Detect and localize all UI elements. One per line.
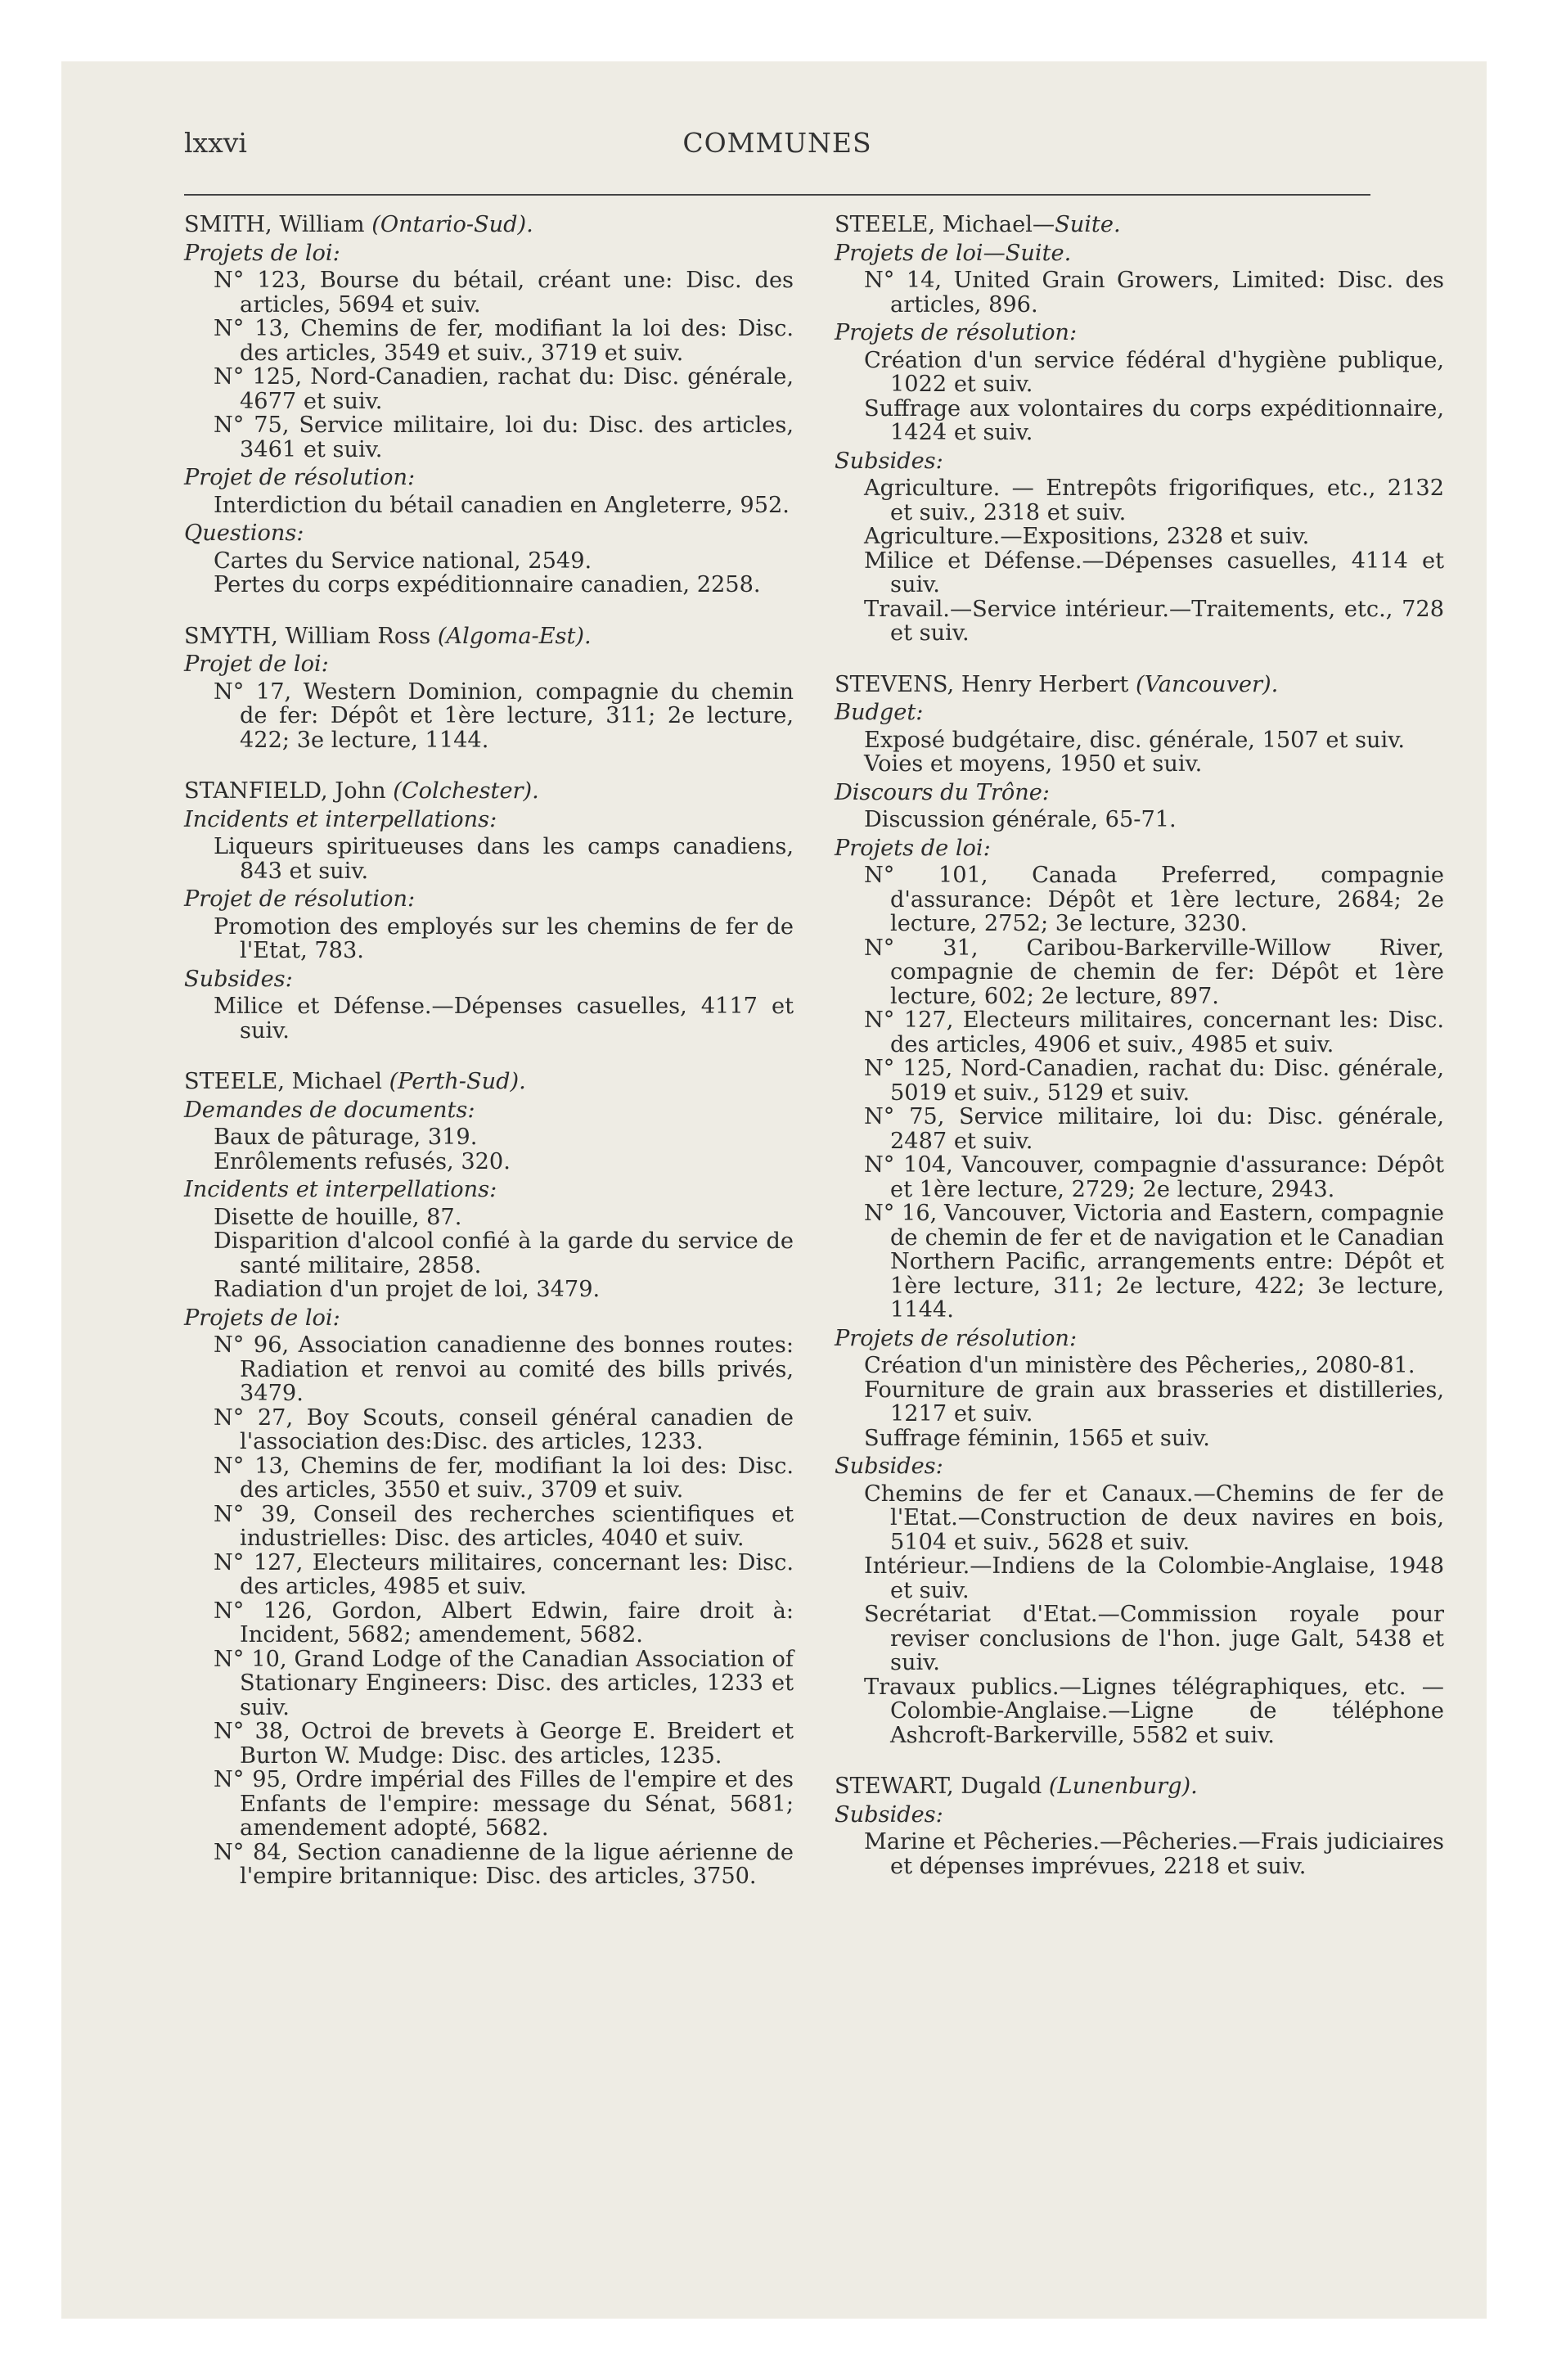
member-riding: (Algoma-Est). xyxy=(437,623,592,649)
section-heading: Projets de résolution: xyxy=(835,1325,1078,1351)
index-entry: Travail.—Service intérieur.—Traitements, etc., 728 et suiv. xyxy=(864,596,1444,646)
index-entry: Milice et Défense.—Dépenses casuelles, 4114 et suiv. xyxy=(864,548,1444,597)
index-entry: Interdiction du bétail canadien en Angleterre, 952. xyxy=(214,492,790,518)
index-entry: Intérieur.—Indiens de la Colombie-Anglaise, 1948 et suiv. xyxy=(864,1553,1444,1603)
index-entry: Discussion générale, 65-71. xyxy=(864,807,1177,832)
index-entry: N° 125, Nord-Canadien, rachat du: Disc. générale, 4677 et suiv. xyxy=(214,364,794,414)
member-name: STEVENS, Henry Herbert xyxy=(835,671,1129,697)
member-entry xyxy=(184,1070,794,1889)
index-entry: N° 96, Association canadienne des bonnes routes: Radiation et renvoi au comité des bills privés, 3479. xyxy=(214,1332,794,1406)
section-items xyxy=(835,1830,1444,1878)
section-items xyxy=(835,863,1444,1323)
section-items xyxy=(835,728,1444,777)
member-riding: (Vancouver). xyxy=(1136,671,1279,697)
section-heading: Projets de loi: xyxy=(184,240,340,266)
section-items xyxy=(184,915,794,963)
member-name: SMITH, William xyxy=(184,212,365,237)
section-items xyxy=(184,1125,794,1174)
index-entry: Suffrage aux volontaires du corps expéditionnaire, 1424 et suiv. xyxy=(864,395,1444,445)
index-entry: N° 13, Chemins de fer, modifiant la loi des: Disc. des articles, 3550 et suiv., 3709 et suiv. xyxy=(214,1453,794,1503)
section-heading: Subsides: xyxy=(184,966,293,992)
section-heading: Projet de résolution: xyxy=(184,886,416,912)
section-heading: Budget: xyxy=(835,700,924,725)
index-entry: N° 38, Octroi de brevets à George E. Breidert et Burton W. Mudge: Disc. des articles, 1235. xyxy=(214,1719,794,1769)
section-heading: Projets de loi: xyxy=(835,835,991,861)
section-items xyxy=(835,1482,1444,1748)
member-name: STEWART, Dugald xyxy=(835,1774,1042,1799)
index-entry: Liqueurs spiritueuses dans les camps canadiens, 843 et suiv. xyxy=(214,834,794,884)
index-entry: N° 126, Gordon, Albert Edwin, faire droit à: Incident, 5682; amendement, 5682. xyxy=(214,1598,794,1648)
page-number: lxxvi xyxy=(184,127,247,159)
section-heading: Projets de résolution: xyxy=(835,320,1078,345)
page-header xyxy=(184,127,1370,184)
section-items xyxy=(835,1354,1444,1450)
index-entry: Promotion des employés sur les chemins de fer de l'Etat, 783. xyxy=(214,913,794,963)
member-entry xyxy=(184,779,794,1043)
section-items xyxy=(184,1333,794,1889)
index-entry: Enrôlements refusés, 320. xyxy=(214,1148,511,1174)
member-name-line xyxy=(835,673,1444,697)
index-entry: Marine et Pêcheries.—Pêcheries.—Frais judiciaires et dépenses imprévues, 2218 et suiv. xyxy=(864,1829,1444,1879)
index-entry: N° 27, Boy Scouts, conseil général canadien de l'association des:Disc. des articles, 1233. xyxy=(214,1404,794,1454)
index-entry: N° 10, Grand Lodge of the Canadian Association of Stationary Engineers: Disc. des articles, 1233 et suiv. xyxy=(214,1646,794,1720)
section-heading: Incidents et interpellations: xyxy=(184,806,497,832)
member-entry xyxy=(835,1774,1444,1878)
member-riding: (Ontario-Sud). xyxy=(371,212,533,237)
section-items xyxy=(184,994,794,1043)
section-items xyxy=(835,349,1444,445)
index-entry: N° 17, Western Dominion, compagnie du chemin de fer: Dépôt et 1ère lecture, 311; 2e lecture, 422; 3e lecture, 1144. xyxy=(214,678,794,753)
member-entry xyxy=(184,213,794,597)
index-entry: Fourniture de grain aux brasseries et distilleries, 1217 et suiv. xyxy=(864,1377,1444,1427)
right-column xyxy=(835,213,1444,1905)
header-rule xyxy=(184,194,1370,196)
section-heading: Discours du Trône: xyxy=(835,779,1050,805)
section-items xyxy=(835,476,1444,646)
index-entry: Voies et moyens, 1950 et suiv. xyxy=(864,751,1203,777)
left-column xyxy=(184,213,794,1916)
section-items xyxy=(835,808,1444,832)
index-entry: N° 101, Canada Preferred, compagnie d'assurance: Dépôt et 1ère lecture, 2684; 2e lecture, 2752; 3e lecture, 3230. xyxy=(864,863,1444,936)
index-entry: N° 31, Caribou-Barkerville-Willow River, compagnie de chemin de fer: Dépôt et 1ère lecture, 602; 2e lecture, 897. xyxy=(864,935,1444,1009)
index-entry: N° 16, Vancouver, Victoria and Eastern, compagnie de chemin de fer et de navigation et le Canadian Northern Pacific, arrangements entre: Dépôt et 1ère lecture, 311; 2e lecture, 422; 3e lecture, 1144. xyxy=(864,1201,1444,1323)
member-name-line xyxy=(184,213,794,237)
index-entry: Baux de pâturage, 319. xyxy=(214,1125,478,1150)
index-entry: Milice et Défense.—Dépenses casuelles, 4117 et suiv. xyxy=(214,994,794,1044)
index-entry: Radiation d'un projet de loi, 3479. xyxy=(214,1277,601,1302)
member-name: STEELE, Michael— xyxy=(835,212,1055,237)
section-items xyxy=(184,1206,794,1302)
member-riding: (Colchester). xyxy=(393,778,539,804)
index-entry: N° 127, Electeurs militaires, concernant les: Disc. des articles, 4985 et suiv. xyxy=(214,1549,794,1599)
index-entry: Agriculture.—Expositions, 2328 et suiv. xyxy=(864,524,1310,549)
index-entry: N° 39, Conseil des recherches scientifiques et industrielles: Disc. des articles, 4040 et suiv. xyxy=(214,1501,794,1551)
section-items xyxy=(184,835,794,883)
section-heading: Projets de loi: xyxy=(184,1305,340,1331)
section-items xyxy=(184,549,794,597)
member-entry xyxy=(835,673,1444,1748)
member-name-line xyxy=(184,1070,794,1094)
index-entry: Agriculture. — Entrepôts frigorifiques, etc., 2132 et suiv., 2318 et suiv. xyxy=(864,476,1444,525)
member-name: STEELE, Michael xyxy=(184,1069,382,1094)
index-entry: N° 75, Service militaire, loi du: Disc. des articles, 3461 et suiv. xyxy=(214,412,794,462)
section-heading: Projets de loi—Suite. xyxy=(835,240,1072,266)
section-heading: Incidents et interpellations: xyxy=(184,1177,497,1202)
member-riding: Suite. xyxy=(1055,212,1121,237)
member-entry xyxy=(184,624,794,753)
index-entry: N° 75, Service militaire, loi du: Disc. générale, 2487 et suiv. xyxy=(864,1104,1444,1154)
member-name: STANFIELD, John xyxy=(184,778,386,804)
index-entry: N° 127, Electeurs militaires, concernant les: Disc. des articles, 4906 et suiv., 4985 et suiv. xyxy=(864,1007,1444,1057)
section-heading: Subsides: xyxy=(835,1454,943,1479)
member-name-line xyxy=(184,779,794,804)
section-heading: Subsides: xyxy=(835,448,943,474)
index-entry: Travaux publics.—Lignes télégraphiques, etc. —Colombie-Anglaise.—Ligne de téléphone Ashcroft-Barkerville, 5582 et suiv. xyxy=(864,1674,1444,1748)
index-entry: Secrétariat d'Etat.—Commission royale pour reviser conclusions de l'hon. juge Galt, 5438 et suiv. xyxy=(864,1602,1444,1675)
index-entry: N° 104, Vancouver, compagnie d'assurance: Dépôt et 1ère lecture, 2729; 2e lecture, 2943. xyxy=(864,1152,1444,1202)
index-entry: N° 14, United Grain Growers, Limited: Disc. des articles, 896. xyxy=(864,268,1444,318)
index-entry: Création d'un service fédéral d'hygiène publique, 1022 et suiv. xyxy=(864,347,1444,397)
section-heading: Questions: xyxy=(184,521,304,546)
index-entry: Pertes du corps expéditionnaire canadien, 2258. xyxy=(214,572,761,597)
index-entry: N° 95, Ordre impérial des Filles de l'empire et des Enfants de l'empire: message du Sénat, 5681; amendement adopté, 5682. xyxy=(214,1767,794,1841)
section-heading: Projet de résolution: xyxy=(184,465,416,490)
index-entry: N° 125, Nord-Canadien, rachat du: Disc. générale, 5019 et suiv., 5129 et suiv. xyxy=(864,1056,1444,1106)
index-entry: Disette de houille, 87. xyxy=(214,1204,462,1230)
index-entry: Cartes du Service national, 2549. xyxy=(214,548,592,574)
section-items xyxy=(835,268,1444,317)
section-items xyxy=(184,268,794,462)
member-entry xyxy=(835,213,1444,646)
member-name-line xyxy=(835,1774,1444,1799)
index-entry: N° 84, Section canadienne de la ligue aérienne de l'empire britannique: Disc. des articles, 3750. xyxy=(214,1839,794,1889)
member-name-line xyxy=(184,624,794,649)
index-entry: Création d'un ministère des Pêcheries,, 2080-81. xyxy=(864,1353,1415,1378)
index-entry: Exposé budgétaire, disc. générale, 1507 et suiv. xyxy=(864,727,1405,753)
scanned-page xyxy=(61,61,1487,2319)
section-heading: Demandes de documents: xyxy=(184,1097,475,1123)
member-name: SMYTH, William Ross xyxy=(184,623,431,649)
page-title: COMMUNES xyxy=(682,127,872,159)
index-entry: Disparition d'alcool confié à la garde du service de santé militaire, 2858. xyxy=(214,1228,794,1278)
section-heading: Projet de loi: xyxy=(184,651,329,677)
index-entry: Suffrage féminin, 1565 et suiv. xyxy=(864,1425,1210,1451)
member-riding: (Lunenburg). xyxy=(1048,1774,1198,1799)
section-heading: Subsides: xyxy=(835,1801,943,1828)
index-entry: N° 123, Bourse du bétail, créant une: Disc. des articles, 5694 et suiv. xyxy=(214,268,794,318)
member-riding: (Perth-Sud). xyxy=(389,1069,526,1094)
index-entry: N° 13, Chemins de fer, modifiant la loi des: Disc. des articles, 3549 et suiv., 3719 et suiv. xyxy=(214,316,794,366)
index-entry: Chemins de fer et Canaux.—Chemins de fer de l'Etat.—Construction de deux navires en bois, 5104 et suiv., 5628 et suiv. xyxy=(864,1481,1444,1555)
section-items xyxy=(184,680,794,753)
member-name-line xyxy=(835,213,1444,237)
section-items xyxy=(184,494,794,518)
